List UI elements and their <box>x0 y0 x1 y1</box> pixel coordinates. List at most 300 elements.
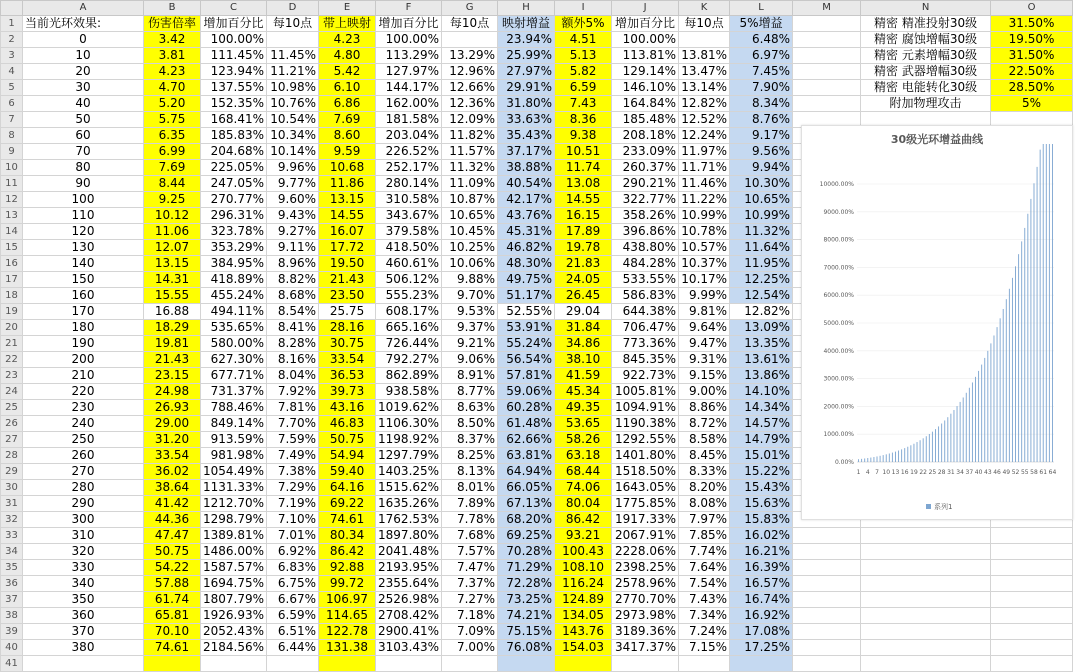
cell-h20[interactable]: 53.91% <box>498 320 555 336</box>
cell-i19[interactable]: 29.04 <box>555 304 612 320</box>
cell-a29[interactable]: 270 <box>23 464 144 480</box>
side-label-5[interactable]: 精密 电能转化30级 <box>861 80 991 96</box>
cell-f7[interactable]: 181.58% <box>376 112 442 128</box>
cell-d17[interactable]: 8.82% <box>267 272 319 288</box>
cell-a28[interactable]: 260 <box>23 448 144 464</box>
cell-k39[interactable]: 7.24% <box>679 624 730 640</box>
cell-g15[interactable]: 10.25% <box>442 240 498 256</box>
cell-e13[interactable]: 14.55 <box>319 208 376 224</box>
cell-d3[interactable]: 11.45% <box>267 48 319 64</box>
cell-f30[interactable]: 1515.62% <box>376 480 442 496</box>
sheet-row[interactable] <box>1 528 1073 544</box>
row-header[interactable]: 27 <box>1 432 23 448</box>
cell-c27[interactable]: 913.59% <box>201 432 267 448</box>
cell-f23[interactable]: 862.89% <box>376 368 442 384</box>
cell-c9[interactable]: 204.68% <box>201 144 267 160</box>
cell-d40[interactable]: 6.44% <box>267 640 319 656</box>
cell-k5[interactable]: 13.14% <box>679 80 730 96</box>
cell-j3[interactable]: 113.81% <box>612 48 679 64</box>
cell-e10[interactable]: 10.68 <box>319 160 376 176</box>
cell-d30[interactable]: 7.29% <box>267 480 319 496</box>
cell-c26[interactable]: 849.14% <box>201 416 267 432</box>
cell-a2[interactable]: 0 <box>23 32 144 48</box>
cell-b39[interactable]: 70.10 <box>144 624 201 640</box>
row-header[interactable]: 6 <box>1 96 23 112</box>
cell-c24[interactable]: 731.37% <box>201 384 267 400</box>
row-header[interactable]: 18 <box>1 288 23 304</box>
cell-f26[interactable]: 1106.30% <box>376 416 442 432</box>
cell-m40[interactable] <box>793 640 861 656</box>
cell-j16[interactable]: 484.28% <box>612 256 679 272</box>
column-header-c[interactable]: C <box>201 1 267 16</box>
cell-e12[interactable]: 13.15 <box>319 192 376 208</box>
cell-a14[interactable]: 120 <box>23 224 144 240</box>
row-header[interactable]: 9 <box>1 144 23 160</box>
cell-k15[interactable]: 10.57% <box>679 240 730 256</box>
cell-k12[interactable]: 11.22% <box>679 192 730 208</box>
cell-g33[interactable]: 7.68% <box>442 528 498 544</box>
cell-k17[interactable]: 10.17% <box>679 272 730 288</box>
cell-c35[interactable]: 1587.57% <box>201 560 267 576</box>
column-header-a[interactable]: A <box>23 1 144 16</box>
cell-b20[interactable]: 18.29 <box>144 320 201 336</box>
row-header[interactable]: 32 <box>1 512 23 528</box>
cell-i4[interactable]: 5.82 <box>555 64 612 80</box>
cell-b12[interactable]: 9.25 <box>144 192 201 208</box>
cell-a30[interactable]: 280 <box>23 480 144 496</box>
row-header[interactable]: 16 <box>1 256 23 272</box>
cell-c37[interactable]: 1807.79% <box>201 592 267 608</box>
cell-h26[interactable]: 61.48% <box>498 416 555 432</box>
cell-b38[interactable]: 65.81 <box>144 608 201 624</box>
cell-b10[interactable]: 7.69 <box>144 160 201 176</box>
cell-g37[interactable]: 7.27% <box>442 592 498 608</box>
cell-o41[interactable] <box>991 656 1073 672</box>
cell-l15[interactable]: 11.64% <box>730 240 793 256</box>
cell-a31[interactable]: 290 <box>23 496 144 512</box>
cell-f39[interactable]: 2900.41% <box>376 624 442 640</box>
cell-a8[interactable]: 60 <box>23 128 144 144</box>
cell-c19[interactable]: 494.11% <box>201 304 267 320</box>
column-header-b[interactable]: B <box>144 1 201 16</box>
cell-i14[interactable]: 17.89 <box>555 224 612 240</box>
cell-f21[interactable]: 726.44% <box>376 336 442 352</box>
cell-j32[interactable]: 1917.33% <box>612 512 679 528</box>
cell-l28[interactable]: 15.01% <box>730 448 793 464</box>
chart-gain-curve[interactable] <box>801 125 1073 520</box>
cell-o34[interactable] <box>991 544 1073 560</box>
cell-a10[interactable]: 80 <box>23 160 144 176</box>
cell-h33[interactable]: 69.25% <box>498 528 555 544</box>
cell-f10[interactable]: 252.17% <box>376 160 442 176</box>
cell-h9[interactable]: 37.17% <box>498 144 555 160</box>
cell-n41[interactable] <box>861 656 991 672</box>
cell-h16[interactable]: 48.30% <box>498 256 555 272</box>
cell-e21[interactable]: 30.75 <box>319 336 376 352</box>
side-value-6[interactable]: 5% <box>991 96 1073 112</box>
cell-b8[interactable]: 6.35 <box>144 128 201 144</box>
cell-c17[interactable]: 418.89% <box>201 272 267 288</box>
cell-i28[interactable]: 63.18 <box>555 448 612 464</box>
row-header[interactable]: 15 <box>1 240 23 256</box>
cell-h30[interactable]: 66.05% <box>498 480 555 496</box>
cell-j8[interactable]: 208.18% <box>612 128 679 144</box>
sheet-row[interactable] <box>1 64 1073 80</box>
column-header-h[interactable]: H <box>498 1 555 16</box>
row-header[interactable]: 30 <box>1 480 23 496</box>
cell-o35[interactable] <box>991 560 1073 576</box>
cell-c41[interactable] <box>201 656 267 672</box>
cell-j35[interactable]: 2398.25% <box>612 560 679 576</box>
cell-a7[interactable]: 50 <box>23 112 144 128</box>
cell-a34[interactable]: 320 <box>23 544 144 560</box>
cell-l32[interactable]: 15.83% <box>730 512 793 528</box>
cell-a17[interactable]: 150 <box>23 272 144 288</box>
cell-i39[interactable]: 143.76 <box>555 624 612 640</box>
cell-h18[interactable]: 51.17% <box>498 288 555 304</box>
sheet-row[interactable] <box>1 624 1073 640</box>
cell-a39[interactable]: 370 <box>23 624 144 640</box>
cell-f13[interactable]: 343.67% <box>376 208 442 224</box>
cell-j6[interactable]: 164.84% <box>612 96 679 112</box>
cell-c33[interactable]: 1389.81% <box>201 528 267 544</box>
sheet-row[interactable] <box>1 80 1073 96</box>
cell-b2[interactable]: 3.42 <box>144 32 201 48</box>
cell-f17[interactable]: 506.12% <box>376 272 442 288</box>
cell-g5[interactable]: 12.66% <box>442 80 498 96</box>
column-header-i[interactable]: I <box>555 1 612 16</box>
cell-c32[interactable]: 1298.79% <box>201 512 267 528</box>
cell-g10[interactable]: 11.32% <box>442 160 498 176</box>
row-header[interactable]: 26 <box>1 416 23 432</box>
cell-m1[interactable] <box>793 16 861 32</box>
cell-b13[interactable]: 10.12 <box>144 208 201 224</box>
cell-e37[interactable]: 106.97 <box>319 592 376 608</box>
cell-j38[interactable]: 2973.98% <box>612 608 679 624</box>
cell-f14[interactable]: 379.58% <box>376 224 442 240</box>
cell-b36[interactable]: 57.88 <box>144 576 201 592</box>
cell-m4[interactable] <box>793 64 861 80</box>
cell-k25[interactable]: 8.86% <box>679 400 730 416</box>
cell-f9[interactable]: 226.52% <box>376 144 442 160</box>
cell-e31[interactable]: 69.22 <box>319 496 376 512</box>
cell-i24[interactable]: 45.34 <box>555 384 612 400</box>
cell-d38[interactable]: 6.59% <box>267 608 319 624</box>
cell-h19[interactable]: 52.55% <box>498 304 555 320</box>
cell-f3[interactable]: 113.29% <box>376 48 442 64</box>
cell-c1[interactable]: 增加百分比 <box>201 16 267 32</box>
cell-e32[interactable]: 74.61 <box>319 512 376 528</box>
cell-l39[interactable]: 17.08% <box>730 624 793 640</box>
cell-f15[interactable]: 418.50% <box>376 240 442 256</box>
cell-e6[interactable]: 6.86 <box>319 96 376 112</box>
cell-g23[interactable]: 8.91% <box>442 368 498 384</box>
side-value-5[interactable]: 28.50% <box>991 80 1073 96</box>
cell-c34[interactable]: 1486.00% <box>201 544 267 560</box>
cell-j5[interactable]: 146.10% <box>612 80 679 96</box>
cell-c23[interactable]: 677.71% <box>201 368 267 384</box>
cell-l12[interactable]: 10.65% <box>730 192 793 208</box>
cell-l29[interactable]: 15.22% <box>730 464 793 480</box>
cell-j30[interactable]: 1643.05% <box>612 480 679 496</box>
cell-b7[interactable]: 5.75 <box>144 112 201 128</box>
cell-m34[interactable] <box>793 544 861 560</box>
cell-l22[interactable]: 13.61% <box>730 352 793 368</box>
cell-g41[interactable] <box>442 656 498 672</box>
cell-d4[interactable]: 11.21% <box>267 64 319 80</box>
cell-a16[interactable]: 140 <box>23 256 144 272</box>
cell-b16[interactable]: 13.15 <box>144 256 201 272</box>
cell-c20[interactable]: 535.65% <box>201 320 267 336</box>
sheet-row[interactable] <box>1 656 1073 672</box>
cell-k21[interactable]: 9.47% <box>679 336 730 352</box>
cell-h2[interactable]: 23.94% <box>498 32 555 48</box>
cell-i41[interactable] <box>555 656 612 672</box>
cell-k41[interactable] <box>679 656 730 672</box>
cell-k31[interactable]: 8.08% <box>679 496 730 512</box>
cell-k26[interactable]: 8.72% <box>679 416 730 432</box>
cell-o33[interactable] <box>991 528 1073 544</box>
cell-f36[interactable]: 2355.64% <box>376 576 442 592</box>
cell-e8[interactable]: 8.60 <box>319 128 376 144</box>
cell-l4[interactable]: 7.45% <box>730 64 793 80</box>
cell-l30[interactable]: 15.43% <box>730 480 793 496</box>
cell-j26[interactable]: 1190.38% <box>612 416 679 432</box>
cell-b40[interactable]: 74.61 <box>144 640 201 656</box>
cell-d25[interactable]: 7.81% <box>267 400 319 416</box>
cell-a33[interactable]: 310 <box>23 528 144 544</box>
cell-g1[interactable]: 每10点 <box>442 16 498 32</box>
cell-a32[interactable]: 300 <box>23 512 144 528</box>
cell-m35[interactable] <box>793 560 861 576</box>
cell-c18[interactable]: 455.24% <box>201 288 267 304</box>
cell-f24[interactable]: 938.58% <box>376 384 442 400</box>
cell-l3[interactable]: 6.97% <box>730 48 793 64</box>
sheet-row[interactable] <box>1 608 1073 624</box>
cell-f28[interactable]: 1297.79% <box>376 448 442 464</box>
cell-b37[interactable]: 61.74 <box>144 592 201 608</box>
cell-e30[interactable]: 64.16 <box>319 480 376 496</box>
cell-f16[interactable]: 460.61% <box>376 256 442 272</box>
column-header-f[interactable]: F <box>376 1 442 16</box>
cell-e2[interactable]: 4.23 <box>319 32 376 48</box>
cell-d26[interactable]: 7.70% <box>267 416 319 432</box>
cell-g31[interactable]: 7.89% <box>442 496 498 512</box>
row-header[interactable]: 35 <box>1 560 23 576</box>
row-header[interactable]: 29 <box>1 464 23 480</box>
column-header-e[interactable]: E <box>319 1 376 16</box>
cell-c3[interactable]: 111.45% <box>201 48 267 64</box>
cell-e29[interactable]: 59.40 <box>319 464 376 480</box>
cell-n38[interactable] <box>861 608 991 624</box>
side-value-4[interactable]: 22.50% <box>991 64 1073 80</box>
cell-h32[interactable]: 68.20% <box>498 512 555 528</box>
cell-b27[interactable]: 31.20 <box>144 432 201 448</box>
row-header[interactable]: 25 <box>1 400 23 416</box>
cell-a36[interactable]: 340 <box>23 576 144 592</box>
cell-f32[interactable]: 1762.53% <box>376 512 442 528</box>
cell-h38[interactable]: 74.21% <box>498 608 555 624</box>
cell-e41[interactable] <box>319 656 376 672</box>
cell-j17[interactable]: 533.55% <box>612 272 679 288</box>
cell-j15[interactable]: 438.80% <box>612 240 679 256</box>
row-header[interactable]: 22 <box>1 352 23 368</box>
cell-g20[interactable]: 9.37% <box>442 320 498 336</box>
cell-d10[interactable]: 9.96% <box>267 160 319 176</box>
cell-f11[interactable]: 280.14% <box>376 176 442 192</box>
cell-i5[interactable]: 6.59 <box>555 80 612 96</box>
cell-c30[interactable]: 1131.33% <box>201 480 267 496</box>
cell-j18[interactable]: 586.83% <box>612 288 679 304</box>
cell-h28[interactable]: 63.81% <box>498 448 555 464</box>
cell-k7[interactable]: 12.52% <box>679 112 730 128</box>
cell-e35[interactable]: 92.88 <box>319 560 376 576</box>
cell-g22[interactable]: 9.06% <box>442 352 498 368</box>
cell-d19[interactable]: 8.54% <box>267 304 319 320</box>
cell-l10[interactable]: 9.94% <box>730 160 793 176</box>
cell-l18[interactable]: 12.54% <box>730 288 793 304</box>
cell-e22[interactable]: 33.54 <box>319 352 376 368</box>
cell-i25[interactable]: 49.35 <box>555 400 612 416</box>
column-header-k[interactable]: K <box>679 1 730 16</box>
row-header[interactable]: 33 <box>1 528 23 544</box>
cell-j29[interactable]: 1518.50% <box>612 464 679 480</box>
row-header[interactable]: 13 <box>1 208 23 224</box>
cell-h40[interactable]: 76.08% <box>498 640 555 656</box>
cell-g11[interactable]: 11.09% <box>442 176 498 192</box>
cell-f38[interactable]: 2708.42% <box>376 608 442 624</box>
cell-a1[interactable]: 当前光环效果: <box>23 16 144 32</box>
row-header[interactable]: 31 <box>1 496 23 512</box>
cell-b30[interactable]: 38.64 <box>144 480 201 496</box>
cell-d35[interactable]: 6.83% <box>267 560 319 576</box>
cell-e27[interactable]: 50.75 <box>319 432 376 448</box>
cell-b5[interactable]: 4.70 <box>144 80 201 96</box>
cell-f33[interactable]: 1897.80% <box>376 528 442 544</box>
cell-i21[interactable]: 34.86 <box>555 336 612 352</box>
cell-c4[interactable]: 123.94% <box>201 64 267 80</box>
cell-j25[interactable]: 1094.91% <box>612 400 679 416</box>
cell-d36[interactable]: 6.75% <box>267 576 319 592</box>
cell-h7[interactable]: 33.63% <box>498 112 555 128</box>
column-header-o[interactable]: O <box>991 1 1073 16</box>
cell-f35[interactable]: 2193.95% <box>376 560 442 576</box>
cell-d21[interactable]: 8.28% <box>267 336 319 352</box>
cell-g30[interactable]: 8.01% <box>442 480 498 496</box>
row-header[interactable]: 8 <box>1 128 23 144</box>
cell-a18[interactable]: 160 <box>23 288 144 304</box>
cell-d34[interactable]: 6.92% <box>267 544 319 560</box>
cell-h22[interactable]: 56.54% <box>498 352 555 368</box>
cell-a12[interactable]: 100 <box>23 192 144 208</box>
cell-e23[interactable]: 36.53 <box>319 368 376 384</box>
cell-l41[interactable] <box>730 656 793 672</box>
cell-k19[interactable]: 9.81% <box>679 304 730 320</box>
cell-g14[interactable]: 10.45% <box>442 224 498 240</box>
cell-j20[interactable]: 706.47% <box>612 320 679 336</box>
cell-f12[interactable]: 310.58% <box>376 192 442 208</box>
cell-g8[interactable]: 11.82% <box>442 128 498 144</box>
cell-f37[interactable]: 2526.98% <box>376 592 442 608</box>
cell-a23[interactable]: 210 <box>23 368 144 384</box>
cell-k28[interactable]: 8.45% <box>679 448 730 464</box>
cell-k37[interactable]: 7.43% <box>679 592 730 608</box>
cell-n34[interactable] <box>861 544 991 560</box>
cell-i15[interactable]: 19.78 <box>555 240 612 256</box>
cell-b26[interactable]: 29.00 <box>144 416 201 432</box>
cell-g32[interactable]: 7.78% <box>442 512 498 528</box>
cell-e20[interactable]: 28.16 <box>319 320 376 336</box>
cell-j1[interactable]: 增加百分比 <box>612 16 679 32</box>
cell-k20[interactable]: 9.64% <box>679 320 730 336</box>
cell-d12[interactable]: 9.60% <box>267 192 319 208</box>
cell-n39[interactable] <box>861 624 991 640</box>
cell-m38[interactable] <box>793 608 861 624</box>
cell-l38[interactable]: 16.92% <box>730 608 793 624</box>
cell-e15[interactable]: 17.72 <box>319 240 376 256</box>
cell-h6[interactable]: 31.80% <box>498 96 555 112</box>
cell-g26[interactable]: 8.50% <box>442 416 498 432</box>
cell-g21[interactable]: 9.21% <box>442 336 498 352</box>
row-header[interactable]: 4 <box>1 64 23 80</box>
cell-h8[interactable]: 35.43% <box>498 128 555 144</box>
cell-e14[interactable]: 16.07 <box>319 224 376 240</box>
cell-l23[interactable]: 13.86% <box>730 368 793 384</box>
cell-k22[interactable]: 9.31% <box>679 352 730 368</box>
side-label-6[interactable]: 附加物理攻击 <box>861 96 991 112</box>
cell-i18[interactable]: 26.45 <box>555 288 612 304</box>
cell-b15[interactable]: 12.07 <box>144 240 201 256</box>
cell-c7[interactable]: 168.41% <box>201 112 267 128</box>
cell-g24[interactable]: 8.77% <box>442 384 498 400</box>
cell-e33[interactable]: 80.34 <box>319 528 376 544</box>
cell-c15[interactable]: 353.29% <box>201 240 267 256</box>
sheet-row[interactable] <box>1 96 1073 112</box>
cell-g3[interactable]: 13.29% <box>442 48 498 64</box>
cell-f8[interactable]: 203.04% <box>376 128 442 144</box>
cell-j23[interactable]: 922.73% <box>612 368 679 384</box>
cell-i23[interactable]: 41.59 <box>555 368 612 384</box>
cell-g36[interactable]: 7.37% <box>442 576 498 592</box>
cell-j4[interactable]: 129.14% <box>612 64 679 80</box>
cell-k33[interactable]: 7.85% <box>679 528 730 544</box>
cell-j14[interactable]: 396.86% <box>612 224 679 240</box>
cell-a13[interactable]: 110 <box>23 208 144 224</box>
cell-g19[interactable]: 9.53% <box>442 304 498 320</box>
cell-b6[interactable]: 5.20 <box>144 96 201 112</box>
cell-i37[interactable]: 124.89 <box>555 592 612 608</box>
cell-l14[interactable]: 11.32% <box>730 224 793 240</box>
cell-d7[interactable]: 10.54% <box>267 112 319 128</box>
cell-d18[interactable]: 8.68% <box>267 288 319 304</box>
cell-b23[interactable]: 23.15 <box>144 368 201 384</box>
cell-i36[interactable]: 116.24 <box>555 576 612 592</box>
cell-g17[interactable]: 9.88% <box>442 272 498 288</box>
cell-f27[interactable]: 1198.92% <box>376 432 442 448</box>
row-header[interactable]: 41 <box>1 656 23 672</box>
row-header[interactable]: 1 <box>1 16 23 32</box>
cell-c8[interactable]: 185.83% <box>201 128 267 144</box>
cell-b34[interactable]: 50.75 <box>144 544 201 560</box>
cell-b18[interactable]: 15.55 <box>144 288 201 304</box>
cell-g38[interactable]: 7.18% <box>442 608 498 624</box>
cell-k32[interactable]: 7.97% <box>679 512 730 528</box>
cell-a38[interactable]: 360 <box>23 608 144 624</box>
cell-c11[interactable]: 247.05% <box>201 176 267 192</box>
sheet-row[interactable] <box>1 544 1073 560</box>
side-label-3[interactable]: 精密 元素增幅30级 <box>861 48 991 64</box>
cell-g27[interactable]: 8.37% <box>442 432 498 448</box>
